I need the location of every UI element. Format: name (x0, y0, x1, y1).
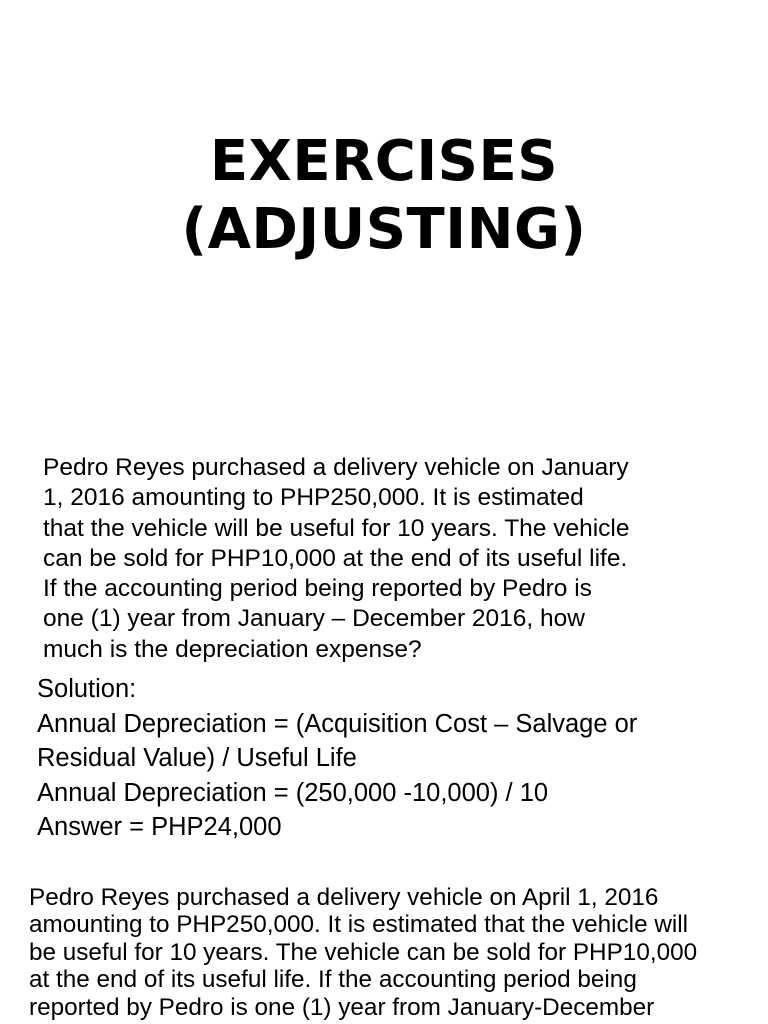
solution-computation: Annual Depreciation = (250,000 -10,000) / 10 (37, 778, 549, 807)
page-title (0, 128, 768, 264)
problem-2-line: be useful for 10 years. The vehicle can be sold for PHP10,000 (29, 938, 698, 966)
exercise-1-solution (37, 672, 637, 845)
solution-answer: Answer = PHP24,000 (37, 813, 282, 842)
title-line-2: (ADJUSTING) (181, 197, 587, 262)
problem-1-line: can be sold for PHP10,000 at the end of its useful life. (43, 544, 628, 572)
problem-1-line: much is the depreciation expense? (43, 635, 422, 663)
exercise-2-problem (29, 884, 697, 1021)
problem-1-line: one (1) year from January – December 2016, how (43, 605, 585, 633)
problem-2-line: amounting to PHP250,000. It is estimated that the vehicle will (29, 911, 689, 939)
problem-2-line: at the end of its useful life. If the accounting period being (29, 966, 637, 994)
exercise-1-problem (43, 453, 630, 665)
problem-1-line: that the vehicle will be useful for 10 years. The vehicle (43, 514, 630, 542)
problem-2-line: Pedro Reyes purchased a delivery vehicle on April 1, 2016 (29, 884, 659, 911)
title-line-1: EXERCISES (209, 129, 559, 194)
problem-1-line: 1, 2016 amounting to PHP250,000. It is estimated (43, 484, 584, 512)
problem-1-line: If the accounting period being reported by Pedro is (43, 575, 592, 603)
solution-formula-line: Residual Value) / Useful Life (37, 744, 357, 773)
problem-1-line: Pedro Reyes purchased a delivery vehicle on January (43, 454, 629, 481)
solution-formula-line: Annual Depreciation = (Acquisition Cost – Salvage or (37, 709, 638, 738)
problem-2-line: reported by Pedro is one (1) year from January-December (29, 993, 655, 1021)
solution-heading: Solution: (37, 675, 137, 703)
